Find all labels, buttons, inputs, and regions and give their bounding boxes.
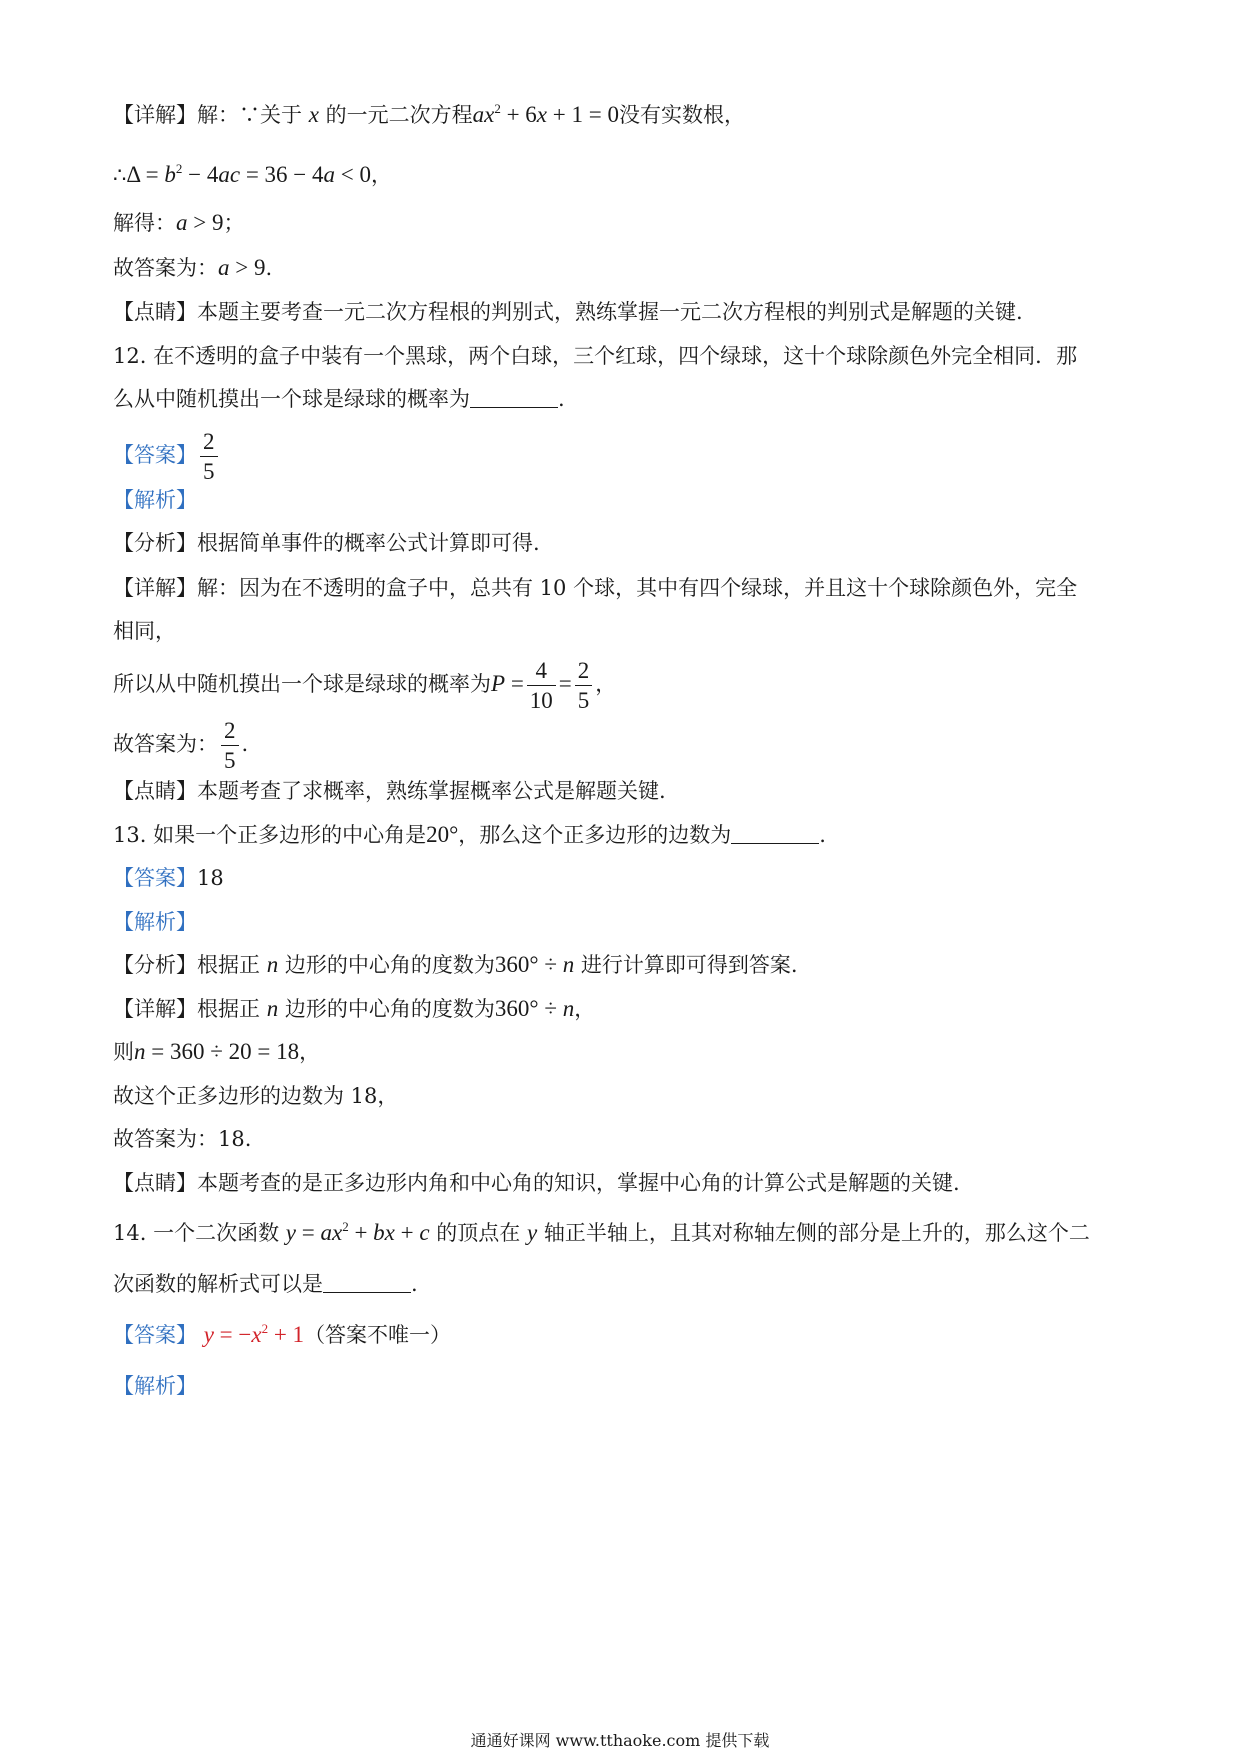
comment-tag: 【点睛】: [113, 779, 197, 803]
probability-text: 所以从中随机摸出一个球是绿球的概率为: [113, 672, 491, 696]
question-12-line-1: [113, 341, 1077, 371]
answer-fraction: $\frac{2}{5}$: [221, 719, 239, 772]
equation-11: $ax^2 + 6x + 1 = 0$: [472, 101, 619, 127]
calc-expression: n = 360 ÷ 20 = 18: [134, 1039, 300, 1064]
comment-13-line: [113, 1168, 960, 1198]
delta-line: [113, 160, 392, 190]
detail-text-2: 的一元二次方程: [325, 103, 473, 127]
answer-13-line: [113, 863, 224, 893]
comment-tag: 【点睛】: [113, 300, 197, 324]
fenxi-text: 根据正: [197, 953, 260, 977]
discriminant-expression: $\Delta = b^2 - 4ac = 36 - 4a < 0$: [126, 161, 372, 187]
question-text-3: 轴正半轴上，且其对称轴左侧的部分是上升的，那么这个二: [543, 1221, 1090, 1245]
detail-tag: 【详解】: [113, 103, 197, 127]
probability-line: [113, 655, 616, 713]
question-13-line: [113, 820, 826, 850]
question-text: 13. 如果一个正多边形的中心角是: [113, 823, 427, 847]
punct: .: [558, 387, 565, 411]
quadratic-function: $y = ax^2$ + bx + c: [285, 1219, 430, 1245]
formula-360: 360° ÷ n: [494, 996, 575, 1021]
solve-line: [113, 208, 244, 238]
comment-11-line: [113, 297, 1023, 327]
analysis-13-tag-line: [113, 907, 197, 937]
answer-blank: [470, 387, 558, 408]
detail-text-2: 边形的中心角的度数为: [284, 997, 495, 1021]
fenxi-tag: 【分析】: [113, 953, 197, 977]
punct: .: [265, 256, 273, 280]
answer-12-line: [113, 428, 221, 483]
answer-12-final-line: [113, 715, 248, 773]
detail-11-line: [113, 100, 745, 130]
fenxi-text: 根据简单事件的概率公式计算即可得.: [197, 531, 540, 555]
answer-note: （答案不唯一）: [304, 1323, 452, 1347]
var-p: P =: [491, 671, 524, 696]
answer-tag: 【答案】: [113, 866, 197, 890]
comment-text: 本题考查了求概率，熟练掌握概率公式是解题关键.: [197, 779, 666, 803]
detail-12-line-1: [113, 573, 1077, 603]
fenxi-13-line: [113, 950, 798, 980]
detail-tag: 【详解】: [113, 997, 197, 1021]
detail-text-3: 没有实数根，: [618, 103, 745, 127]
page-footer: 通通好课网 www.tthaoke.com 提供下载: [470, 1731, 770, 1750]
analysis-14-tag-line: [113, 1371, 197, 1401]
var-y: y: [526, 1220, 538, 1245]
fenxi-text-2: 边形的中心角的度数为: [284, 953, 495, 977]
question-text: 次函数的解析式可以是: [113, 1272, 323, 1296]
punct: ，: [299, 1040, 321, 1064]
answer-tag: 【答案】: [113, 443, 197, 467]
detail-text: 相同，: [113, 619, 176, 643]
var-x: x: [308, 102, 319, 127]
conclude-13-line: [113, 1081, 398, 1111]
answer-fraction: $\frac{2}{5}$: [200, 430, 218, 483]
punct: ，: [574, 997, 596, 1021]
punct: .: [411, 1272, 418, 1296]
equals-sign: =: [558, 671, 572, 696]
answer-label: 故答案为：: [113, 732, 218, 756]
punct: ，: [595, 672, 617, 696]
question-text: 12. 在不透明的盒子中装有一个黑球，两个白球，三个红球，四个绿球，这十个球除颜色外完全相同．那: [113, 344, 1078, 368]
question-text: 14. 一个二次函数: [113, 1221, 280, 1245]
comment-text: 本题考查的是正多边形内角和中心角的知识，掌握中心角的计算公式是解题的关键.: [197, 1171, 960, 1195]
detail-text: 解：∵关于: [197, 103, 302, 127]
fraction-4-10: $\frac{4}{10}$: [527, 659, 556, 712]
answer-blank: [323, 1272, 411, 1293]
question-text-2: ，那么这个正多边形的边数为: [458, 823, 732, 847]
punct: ；: [223, 211, 245, 235]
analysis-tag: 【解析】: [113, 488, 197, 512]
answer-function: $y = -x^2 + 1$: [203, 1321, 305, 1347]
solution-inequality: a > 9: [176, 210, 224, 235]
calc-label: 则: [113, 1040, 134, 1064]
fenxi-text-3: 进行计算即可得到答案.: [580, 953, 798, 977]
answer-blank: [731, 823, 819, 844]
punct: .: [819, 823, 826, 847]
fraction-2-5: $\frac{2}{5}$: [575, 659, 593, 712]
question-text-2: 的顶点在: [436, 1221, 521, 1245]
answer-13-final-line: [113, 1124, 251, 1154]
solve-label: 解得：: [113, 211, 176, 235]
analysis-12-tag-line: [113, 485, 197, 515]
answer-value: 18: [197, 866, 224, 890]
punct: ，: [371, 163, 393, 187]
answer-14-line: [113, 1320, 451, 1350]
detail-13-line: [113, 994, 595, 1024]
question-text: 么从中随机摸出一个球是绿球的概率为: [113, 387, 470, 411]
angle-value: 20°: [426, 822, 459, 847]
answer-inequality: a > 9: [218, 255, 266, 280]
conclusion-text: 故这个正多边形的边数为 18，: [113, 1084, 399, 1108]
answer-label: 故答案为：: [113, 256, 218, 280]
var-n: n: [266, 952, 279, 977]
answer-11-line: [113, 253, 272, 283]
analysis-tag: 【解析】: [113, 1374, 197, 1398]
answer-text: 故答案为：18.: [113, 1127, 252, 1151]
therefore-symbol: ∴: [113, 163, 127, 187]
comment-tag: 【点睛】: [113, 1171, 197, 1195]
answer-tag: 【答案】: [113, 1323, 197, 1347]
question-12-line-2: [113, 384, 565, 414]
comment-text: 本题主要考查一元二次方程根的判别式，熟练掌握一元二次方程根的判别式是解题的关键.: [197, 300, 1023, 324]
question-14-line-1: [113, 1218, 1090, 1248]
detail-text: 根据正: [197, 997, 260, 1021]
question-14-line-2: [113, 1269, 418, 1299]
detail-tag: 【详解】: [113, 576, 197, 600]
fenxi-tag: 【分析】: [113, 531, 197, 555]
calc-13-line: [113, 1037, 320, 1067]
punct: .: [241, 732, 249, 756]
analysis-tag: 【解析】: [113, 910, 197, 934]
detail-12-line-2: [113, 616, 176, 646]
comment-12-line: [113, 776, 666, 806]
fenxi-12-line: [113, 528, 540, 558]
detail-text: 解：因为在不透明的盒子中，总共有 10 个球，其中有四个绿球，并且这十个球除颜色外，完全: [197, 576, 1078, 600]
formula-360: 360° ÷ n: [494, 952, 575, 977]
var-n: n: [266, 996, 279, 1021]
